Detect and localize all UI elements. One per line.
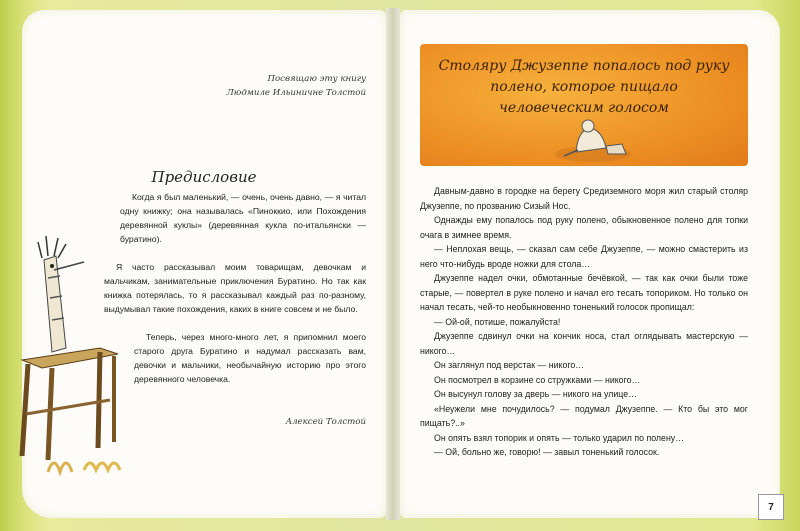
signature: Алексей Толстой [285, 417, 366, 427]
dedication-line-1: Посвящаю эту книгу [267, 74, 366, 84]
paragraph: Он высунул голову за дверь — никого на улице… [434, 389, 637, 399]
dedication-line-2: Людмиле Ильиничне Толстой [226, 88, 366, 98]
chapter-title-line-3: человеческим голосом [499, 100, 669, 116]
chapter-title-line-2: полено, которое пищало [490, 79, 678, 95]
paragraph: Джузеппе надел очки, обмотанные бечёвкой, — так как очки были тоже старые, — повертел в руке полено и начал его тесать топориком. Но только он начал тесать, чей-то необыкновенно тоненький голосок пропищал: [420, 273, 748, 312]
page-number: 7 [758, 494, 784, 520]
paragraph: «Неужели мне почудилось? — подумал Джузеппе. — Кто бы это мог пищать?..» [420, 403, 748, 428]
chapter-text [420, 184, 748, 460]
wood-shavings-illustration [44, 448, 144, 478]
preface-paragraph-1: Когда я был маленький, — очень, очень давно, — я читал одну книжку; она называлась «Пиноккио, или Похождения деревянной куклы» (деревянная кукла по-итальянски — буратино). [120, 192, 366, 244]
paragraph: Однажды ему попалось под руку полено, обыкновенное полено для топки очага в зимнее время. [420, 215, 748, 240]
chapter-title [420, 56, 748, 119]
paragraph: — Ой, больно же, говорю! — завыл тоненький голосок. [434, 447, 660, 457]
old-man-sitting-illustration [548, 116, 638, 166]
paragraph: Он опять взял топорик и опять — только ударил по полену… [434, 432, 685, 443]
book-gutter [386, 8, 400, 520]
paragraph: Он посмотрел в корзине со стружками — никого… [434, 374, 641, 385]
paragraph: — Неплохая вещь, — сказал сам себе Джузеппе, — можно смастерить из него что-нибудь вроде ножки для стола… [420, 244, 748, 269]
chapter-title-line-1: Столяру Джузеппе попалось под руку [438, 58, 730, 74]
preface-heading: Предисловие [151, 168, 257, 186]
paragraph: Джузеппе сдвинул очки на кончик носа, стал оглядывать мастерскую — никого… [420, 331, 748, 356]
paragraph: Он заглянул под верстак — никого… [434, 360, 585, 370]
dedication [176, 72, 366, 100]
buratino-log-on-stool-illustration [14, 228, 124, 478]
preface-paragraph-2: Я часто рассказывал моим товарищам, девочкам и мальчикам, занимательные приключения Буратино. Но так как книжка потерялась, то я рассказывал каждый раз по-разному, выдумывал такие похождения, каких в книге совсем и не было. [104, 262, 366, 314]
paragraph: — Ой-ой, потише, пожалуйста! [434, 316, 561, 327]
preface-paragraph-3: Теперь, через много-много лет, я припомнил моего старого друга Буратино и надумал рассказать вам, девочки и мальчики, необычайную историю про этого деревянного человечка. [134, 332, 366, 384]
paragraph: Давным-давно в городке на берегу Средиземного моря жил старый столяр Джузеппе, по прозванию Сизый Нос. [420, 186, 748, 211]
